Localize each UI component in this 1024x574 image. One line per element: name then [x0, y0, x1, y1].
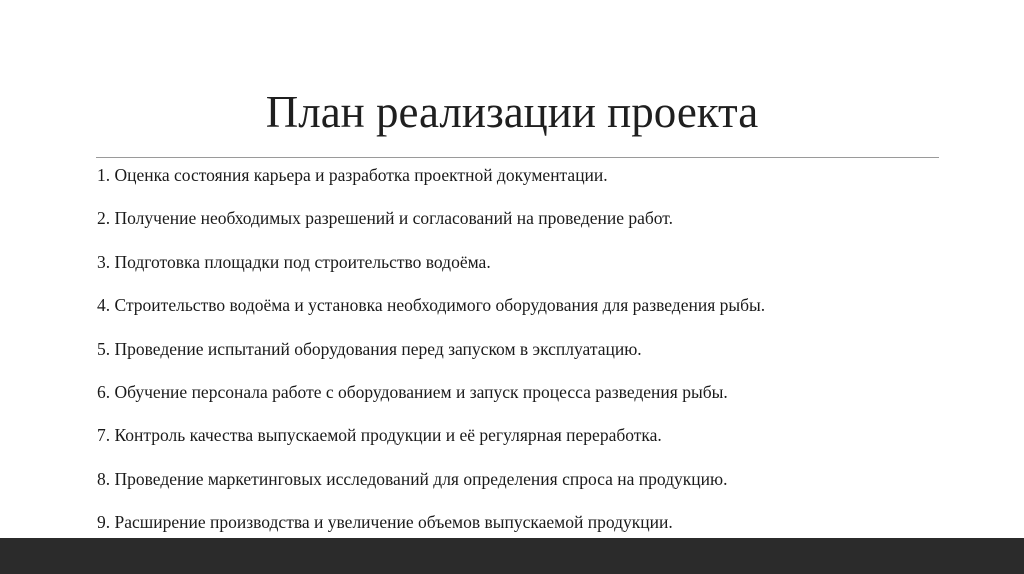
plan-item-1: 1. Оценка состояния карьера и разработка проектной документации.	[97, 165, 608, 185]
title-divider	[96, 157, 939, 158]
plan-list	[97, 161, 997, 552]
plan-item-6: 6. Обучение персонала работе с оборудованием и запуск процесса разведения рыбы.	[97, 381, 728, 402]
plan-item-4: 4. Строительство водоёма и установка необходимого оборудования для разведения рыбы.	[97, 295, 766, 316]
slide-title: План реализации проекта	[265, 87, 759, 137]
plan-item-2: 2. Получение необходимых разрешений и согласований на проведение работ.	[97, 208, 674, 229]
plan-item-9: 9. Расширение производства и увеличение объемов выпускаемой продукции.	[97, 512, 673, 533]
plan-item-3: 3. Подготовка площадки под строительство водоёма.	[97, 251, 491, 272]
bottom-bar	[0, 538, 1024, 574]
plan-item-7: 7. Контроль качества выпускаемой продукции и её регулярная переработка.	[97, 425, 662, 446]
plan-item-8: 8. Проведение маркетинговых исследований для определения спроса на продукцию.	[97, 468, 728, 489]
plan-item-5: 5. Проведение испытаний оборудования перед запуском в эксплуатацию.	[97, 338, 642, 359]
